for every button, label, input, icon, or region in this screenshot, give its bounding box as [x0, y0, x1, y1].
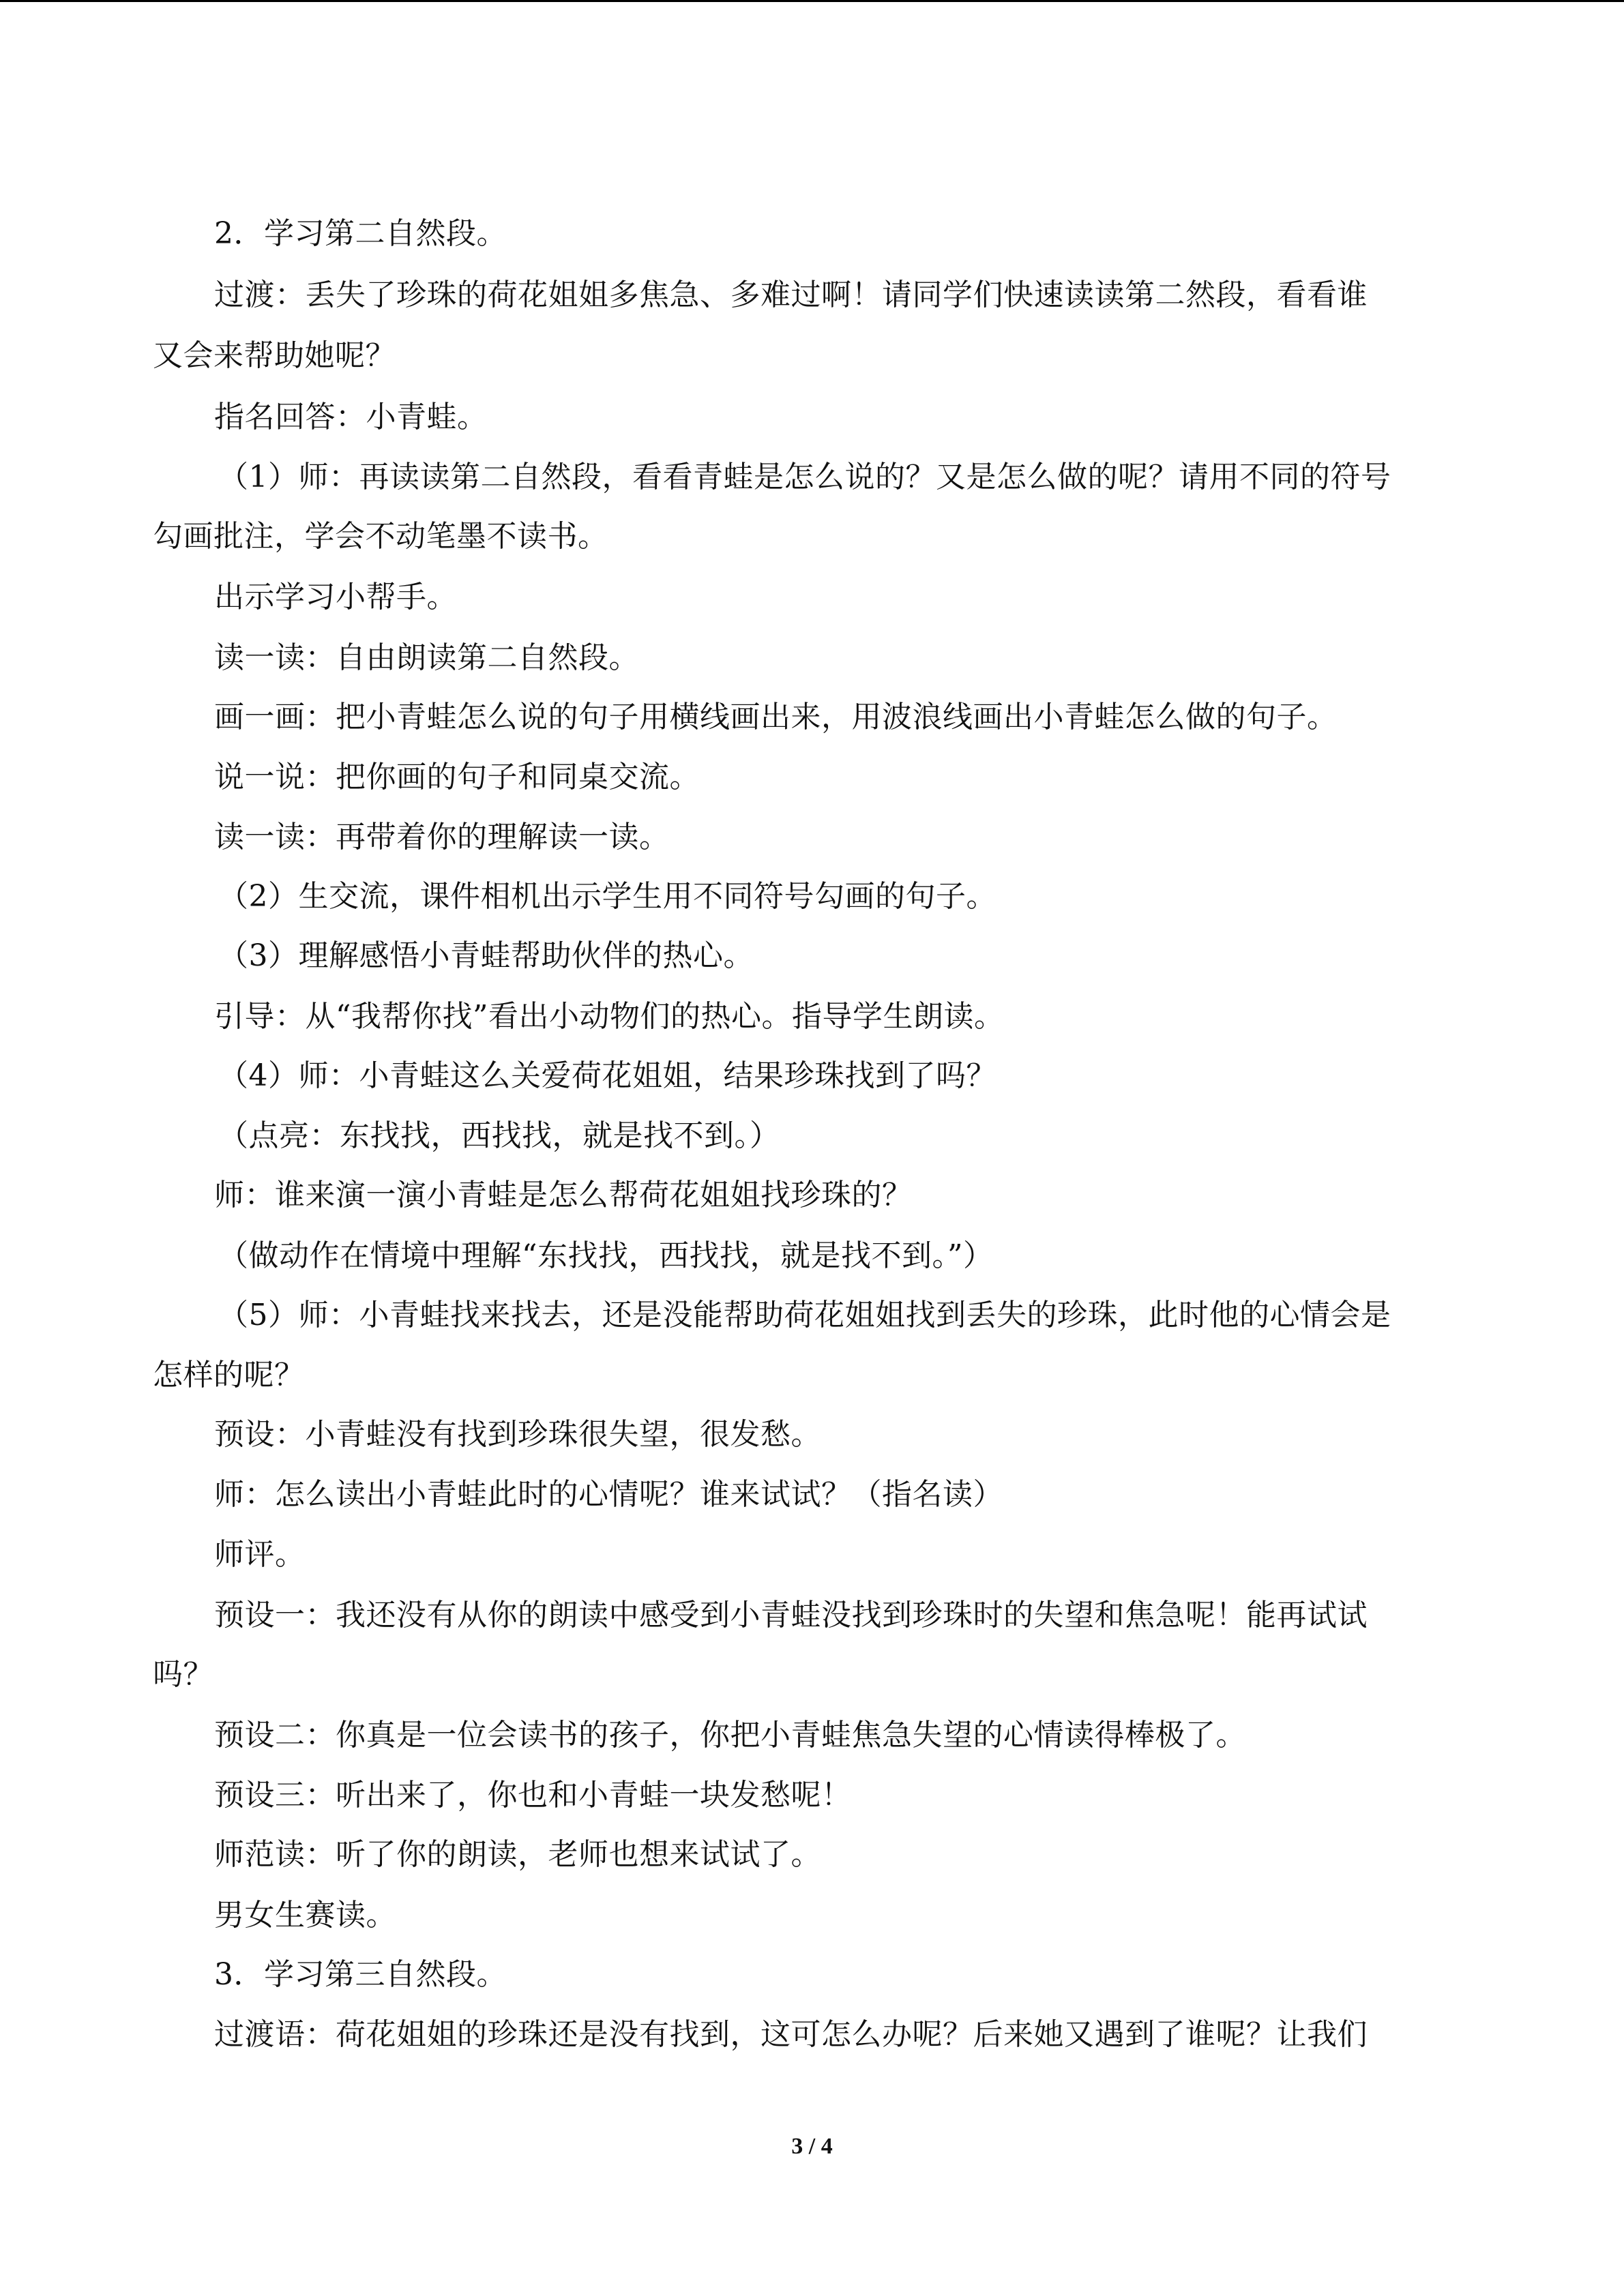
section-heading-3: 3．学习第三自然段。 — [214, 1957, 507, 1992]
paragraph-line: （做动作在情境中理解“东找找，西找找，就是找不到。”） — [218, 1238, 994, 1273]
paragraph-line: 又会来帮助她呢？ — [153, 338, 396, 373]
paragraph-line: 画一画：把小青蛙怎么说的句子用横线画出来，用波浪线画出小青蛙怎么做的句子。 — [214, 700, 1338, 734]
paragraph-line: 读一读：再带着你的理解读一读。 — [214, 820, 670, 854]
paragraph-line: 男女生赛读。 — [214, 1898, 396, 1933]
paragraph-line: 师：谁来演一演小青蛙是怎么帮荷花姐姐找珍珠的？ — [214, 1178, 913, 1212]
paragraph-line: 说一说：把你画的句子和同桌交流。 — [214, 760, 700, 794]
paragraph-line: 预设一：我还没有从你的朗读中感受到小青蛙没找到珍珠时的失望和焦急呢！能再试试 — [214, 1598, 1368, 1632]
paragraph-line: 勾画批注，学会不动笔墨不读书。 — [153, 519, 608, 554]
paragraph-line: （4）师：小青蛙这么关爱荷花姐姐，结果珍珠找到了吗？ — [218, 1058, 996, 1093]
paragraph-line: 怎样的呢？ — [153, 1358, 305, 1392]
paragraph-line: 师评。 — [214, 1537, 306, 1572]
paragraph-line: 师：怎么读出小青蛙此时的心情呢？谁来试试？（指名读） — [214, 1477, 1003, 1512]
paragraph-line: （点亮：东找找，西找找，就是找不到。） — [218, 1118, 780, 1153]
paragraph-line: （1）师：再读读第二自然段，看看青蛙是怎么说的？又是怎么做的呢？请用不同的符号 — [218, 460, 1391, 494]
paragraph-line: 指名回答：小青蛙。 — [214, 400, 488, 434]
paragraph-line: 过渡语：荷花姐姐的珍珠还是没有找到，这可怎么办呢？后来她又遇到了谁呢？让我们 — [214, 2017, 1368, 2052]
paragraph-line: 吗？ — [153, 1657, 213, 1692]
paragraph-line: 预设三：听出来了，你也和小青蛙一块发愁呢！ — [214, 1778, 852, 1813]
paragraph-line: （2）生交流，课件相机出示学生用不同符号勾画的句子。 — [218, 879, 996, 914]
paragraph-line: 出示学习小帮手。 — [214, 580, 457, 614]
paragraph-line: 过渡：丢失了珍珠的荷花姐姐多焦急、多难过啊！请同学们快速读读第二然段，看看谁 — [214, 278, 1368, 312]
paragraph-line: 师范读：听了你的朗读，老师也想来试试了。 — [214, 1837, 821, 1872]
paragraph-line: 预设二：你真是一位会读书的孩子，你把小青蛙焦急失望的心情读得棒极了。 — [214, 1718, 1246, 1753]
top-border-line — [0, 0, 1624, 2]
paragraph-line: （5）师：小青蛙找来找去，还是没能帮助荷花姐姐找到丢失的珍珠，此时他的心情会是 — [218, 1298, 1391, 1332]
paragraph-line: （3）理解感悟小青蛙帮助伙伴的热心。 — [218, 938, 754, 973]
paragraph-line: 引导：从“我帮你找”看出小动物们的热心。指导学生朗读。 — [214, 999, 1005, 1034]
paragraph-line: 预设：小青蛙没有找到珍珠很失望，很发愁。 — [214, 1417, 821, 1452]
paragraph-line: 读一读：自由朗读第二自然段。 — [214, 640, 639, 675]
section-heading-2: 2．学习第二自然段。 — [214, 216, 507, 251]
page-number: 3 / 4 — [791, 2134, 833, 2159]
